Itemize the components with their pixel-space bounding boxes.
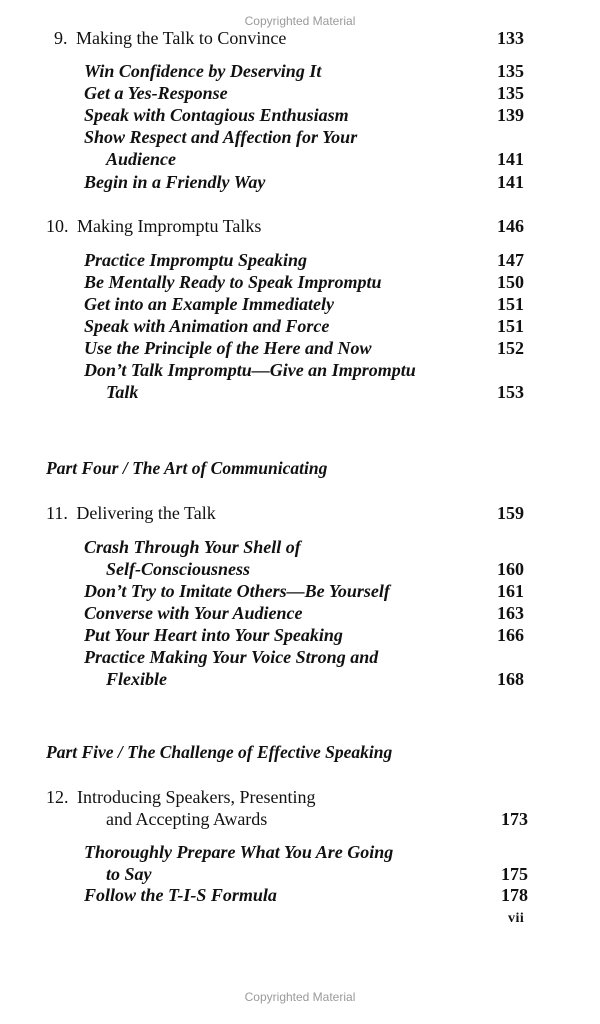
toc-item: Win Confidence by Deserving It: [84, 61, 322, 81]
toc-page: 151: [497, 316, 524, 336]
chapter-page: 133: [497, 28, 524, 48]
chapter-title: Introducing Speakers, Presenting: [77, 787, 316, 807]
chapter-title-continuation: and Accepting Awards: [106, 809, 268, 829]
chapter-page: 146: [497, 216, 524, 236]
toc-item-continuation: Audience: [106, 149, 176, 169]
toc-item-continuation: Flexible: [106, 669, 167, 689]
chapter-page: 173: [501, 809, 528, 829]
toc-page: 151: [497, 294, 524, 314]
toc-page: 152: [497, 338, 524, 358]
toc-item-continuation: Talk: [106, 382, 139, 402]
watermark-bottom: Copyrighted Material: [244, 990, 356, 1004]
chapter-title: Delivering the Talk: [76, 503, 216, 523]
toc-item: Thoroughly Prepare What You Are Going: [84, 842, 394, 862]
chapter-title: Making Impromptu Talks: [77, 216, 262, 236]
chapter-number: 9.: [54, 28, 68, 48]
chapter-10-heading: [46, 215, 261, 237]
chapter-title: Making the Talk to Convince: [76, 28, 287, 48]
toc-page: 161: [497, 581, 524, 601]
toc-item: Don’t Talk Impromptu—Give an Impromptu: [84, 360, 416, 380]
toc-item-continuation: to Say: [106, 864, 152, 884]
watermark-top: Copyrighted Material: [244, 14, 356, 28]
toc-page: 150: [497, 272, 524, 292]
chapter-11-heading: [46, 502, 216, 524]
toc-page: 141: [497, 172, 524, 192]
toc-page: 135: [497, 61, 524, 81]
part-heading: Part Five / The Challenge of Effective Speaking: [46, 742, 393, 762]
toc-item: Crash Through Your Shell of: [84, 537, 301, 557]
toc-page: 178: [501, 885, 528, 905]
toc-item: Show Respect and Affection for Your: [84, 127, 358, 147]
chapter-page: 159: [497, 503, 524, 523]
toc-item: Converse with Your Audience: [84, 603, 303, 623]
toc-page: 166: [497, 625, 524, 645]
toc-item: Be Mentally Ready to Speak Impromptu: [84, 272, 382, 292]
toc-item: Don’t Try to Imitate Others—Be Yourself: [84, 581, 390, 601]
chapter-number: 12.: [46, 787, 69, 807]
chapter-number: 11.: [46, 503, 68, 523]
toc-page: 160: [497, 559, 524, 579]
part-heading: Part Four / The Art of Communicating: [46, 458, 328, 478]
toc-page: 139: [497, 105, 524, 125]
toc-page: 168: [497, 669, 524, 689]
toc-page: 141: [497, 149, 524, 169]
toc-item: Begin in a Friendly Way: [84, 172, 266, 192]
chapter-number: 10.: [46, 216, 69, 236]
toc-item: Get into an Example Immediately: [84, 294, 334, 314]
chapter-12-heading: [46, 786, 315, 808]
toc-page: 153: [497, 382, 524, 402]
toc-page: 147: [497, 250, 524, 270]
toc-page: 135: [497, 83, 524, 103]
page-folio: vii: [508, 911, 525, 926]
toc-item: Speak with Contagious Enthusiasm: [84, 105, 349, 125]
toc-item: Speak with Animation and Force: [84, 316, 330, 336]
toc-item: Practice Impromptu Speaking: [84, 250, 308, 270]
toc-page: 163: [497, 603, 524, 623]
toc-item: Use the Principle of the Here and Now: [84, 338, 372, 358]
toc-item: Put Your Heart into Your Speaking: [84, 625, 343, 645]
toc-item: Get a Yes-Response: [84, 83, 228, 103]
toc-item: Follow the T-I-S Formula: [84, 885, 277, 905]
toc-page: 175: [501, 864, 528, 884]
toc-item-continuation: Self-Consciousness: [106, 559, 251, 579]
chapter-9-heading: [54, 27, 286, 49]
toc-item: Practice Making Your Voice Strong and: [84, 647, 379, 667]
